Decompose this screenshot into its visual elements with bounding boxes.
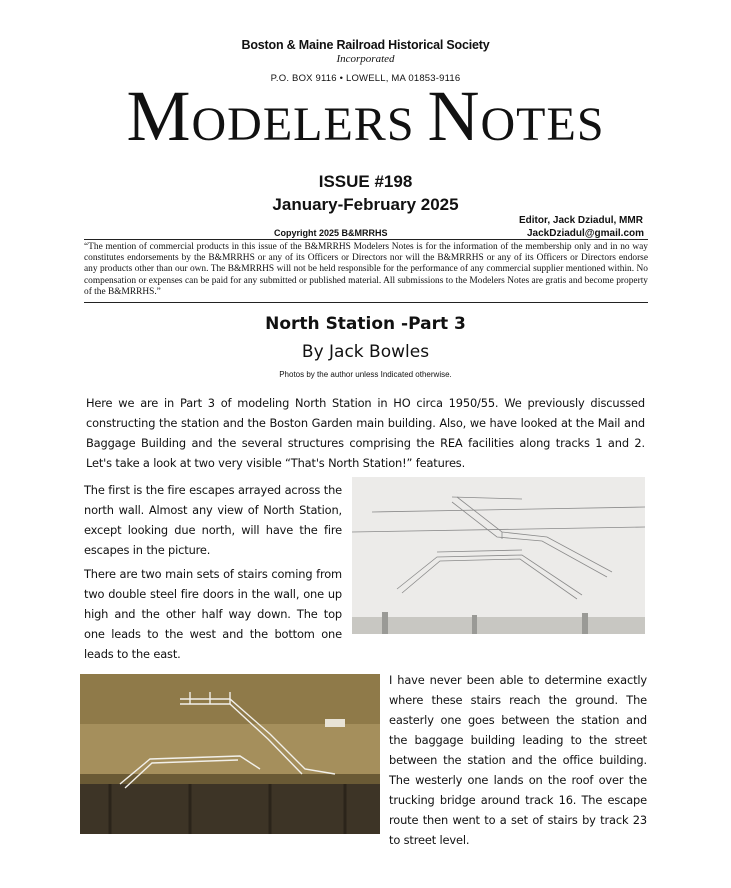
fire-escape-sketch-photo bbox=[352, 477, 645, 634]
disclaimer-text: “The mention of commercial products in this issue of the B&MRRHS Modelers Notes is for the information of the membership only and in no way constitutes endorsements by the B&MRRHS or any of its Officers or Directors nor will the B&MRRHS or any of its Officers or Directors endorse any products other than our own. The B&MRRHS will not be held responsible for the performance of any commercial supplier mentioned within. No compensation or expenses can be paid for any submitted or published material. All submissions to the Modelers Notes are gratis and become property of the B&MRRHS.” bbox=[84, 242, 648, 297]
disclaimer-top-rule bbox=[84, 239, 648, 240]
paragraph-intro: Here we are in Part 3 of modeling North Station in HO circa 1950/55. We previously discussed constructing the station and the Boston Garden main building. Also, we have looked at the Mail and Baggage Building and the several structures comprising the REA facilities along tracks 1 and 2. Let's take a look at two very visible “That's North Station!” features. bbox=[86, 396, 645, 470]
article-byline: By Jack Bowles bbox=[301, 342, 430, 362]
paragraph-ground: I have never been able to determine exactly where these stairs reach the ground. The easterly one goes between the station and the baggage building leading to the street between the station and the office building. The westerly one lands on the roof over the trucking bridge around track 16. The escape route then went to a set of stairs by track 23 to street level. bbox=[389, 673, 647, 847]
masthead-initial-m: M bbox=[126, 76, 192, 156]
issue-number: ISSUE #198 bbox=[318, 172, 413, 191]
disclaimer-bottom-rule bbox=[84, 302, 648, 303]
masthead-rest-1: ODELERS bbox=[191, 98, 415, 151]
incorporated-label: Incorporated bbox=[336, 53, 395, 65]
copyright-notice: Copyright 2025 B&MRRHS bbox=[274, 228, 388, 238]
masthead-rest-2: OTES bbox=[480, 98, 605, 151]
editor-credit: Editor, Jack Dziadul, MMR bbox=[519, 215, 643, 226]
paragraph-fire-escapes: The first is the fire escapes arrayed across the north wall. Almost any view of North Station, except looking due north, will have the fire escapes in the picture. bbox=[84, 483, 342, 557]
editor-email[interactable]: JackDziadul@gmail.com bbox=[527, 228, 645, 239]
mailing-address: P.O. BOX 9116 • LOWELL, MA 01853-9116 bbox=[270, 73, 461, 84]
paragraph-stairs: There are two main sets of stairs coming from two double steel fire doors in the wall, one up high and the other half way down. The top one leads to the west and the bottom one leads to the east. bbox=[84, 567, 342, 661]
fire-escape-model-photo bbox=[80, 674, 380, 834]
issue-dates: January-February 2025 bbox=[272, 195, 459, 214]
organization-name: Boston & Maine Railroad Historical Society bbox=[241, 38, 490, 52]
article-title: North Station -Part 3 bbox=[265, 314, 466, 334]
masthead-initial-n: N bbox=[427, 76, 481, 156]
photo-credit: Photos by the author unless Indicated otherwise. bbox=[279, 370, 452, 379]
